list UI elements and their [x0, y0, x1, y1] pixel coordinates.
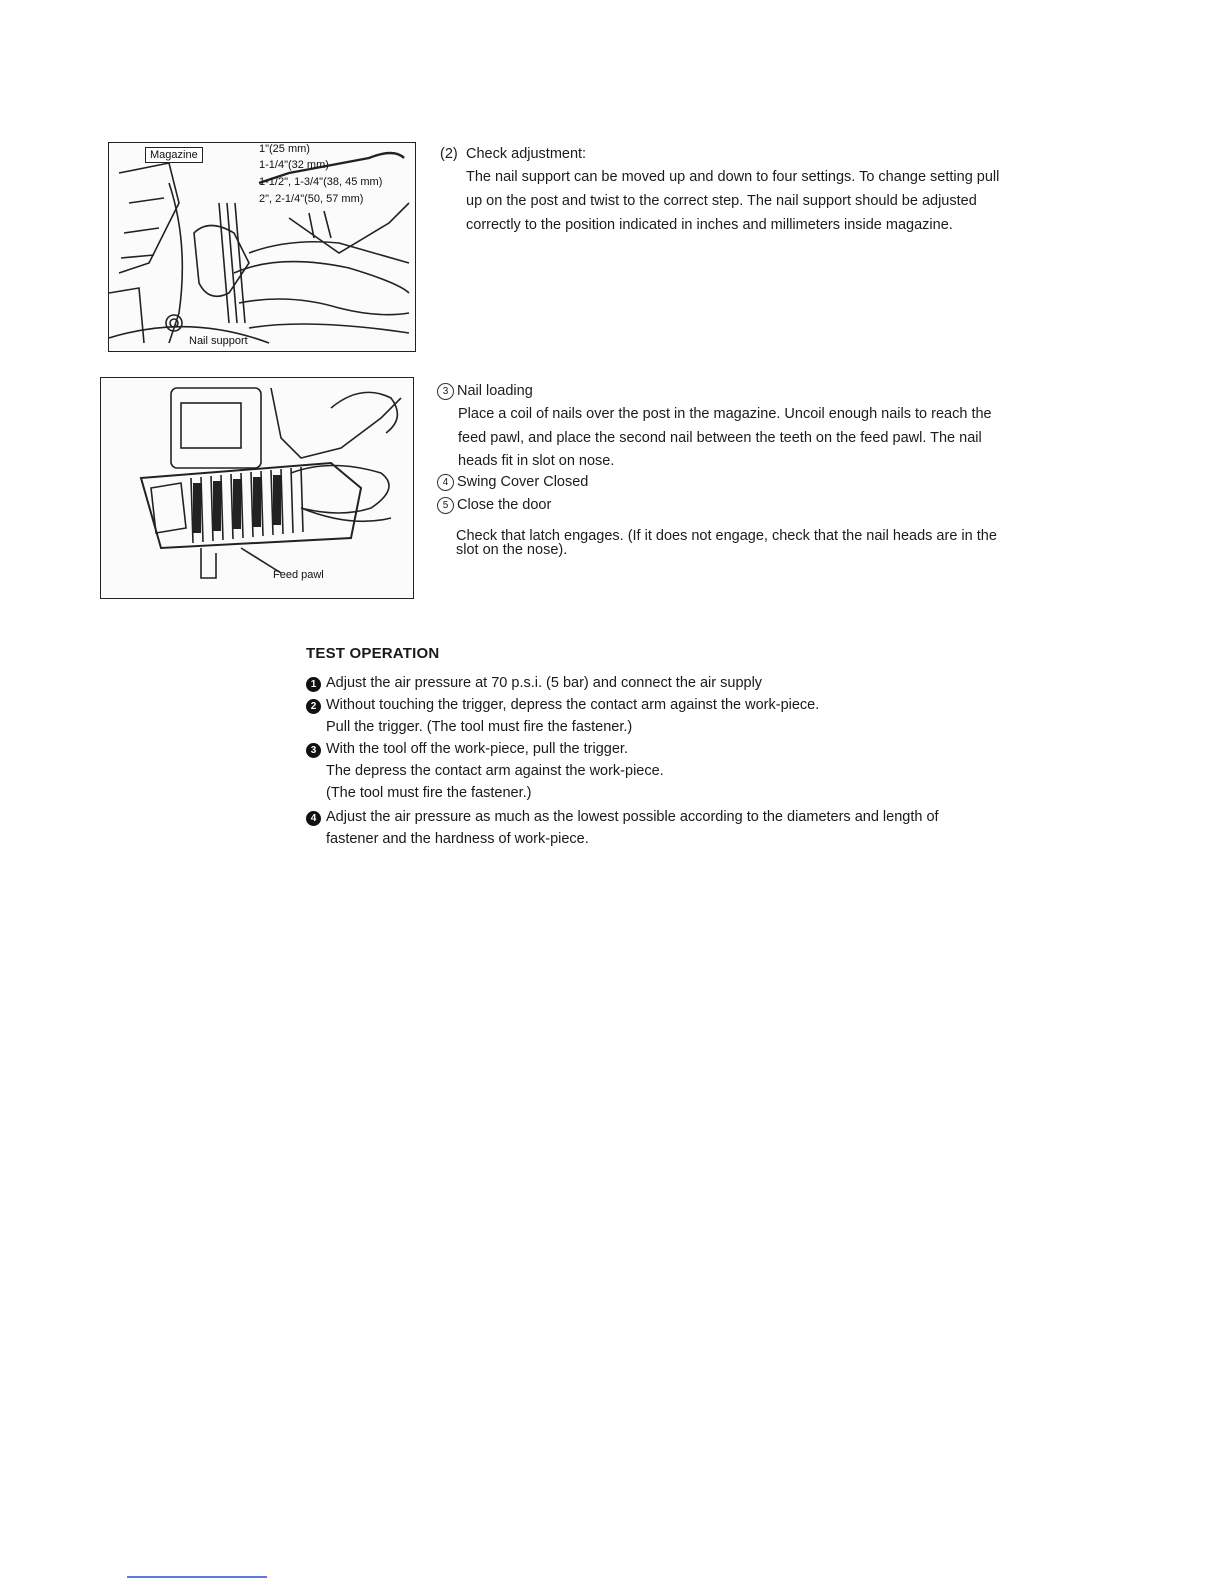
- setting-3: 1-1/2", 1-3/4"(38, 45 mm): [259, 176, 383, 188]
- section-2-title: Check adjustment:: [466, 146, 587, 162]
- feed-pawl-illustration: [101, 378, 413, 598]
- section-3-title: Nail loading: [457, 383, 533, 399]
- section-5-title: Close the door: [457, 497, 552, 513]
- test-step-1: [306, 672, 762, 695]
- section-5-line-2: slot on the nose).: [456, 542, 568, 558]
- nail-support-label: Nail support: [189, 335, 248, 347]
- figure-feed-pawl: [100, 377, 414, 599]
- step-3-line-2: The depress the contact arm against the work-piece.: [326, 763, 664, 779]
- step-2-line-2: Pull the trigger. (The tool must fire the fastener.): [326, 719, 633, 735]
- step-4-bullet: 4: [306, 811, 321, 826]
- test-step-4: [306, 806, 939, 829]
- step-1-line-1: Adjust the air pressure at 70 p.s.i. (5 bar) and connect the air supply: [326, 675, 763, 691]
- step-4-line-1: Adjust the air pressure as much as the lowest possible according to the diameters and length of: [326, 809, 939, 825]
- step-4-line-2: fastener and the hardness of work-piece.: [326, 831, 589, 847]
- step-2-bullet: 2: [306, 699, 321, 714]
- test-step-2: [306, 694, 819, 717]
- section-4-title: Swing Cover Closed: [457, 474, 589, 490]
- section-3-heading: [437, 380, 533, 403]
- section-3-number: 3: [437, 383, 454, 400]
- step-3-bullet: 3: [306, 743, 321, 758]
- section-2-line-3: correctly to the position indicated in inches and millimeters inside magazine.: [466, 217, 953, 233]
- setting-4: 2", 2-1/4"(50, 57 mm): [259, 193, 364, 205]
- test-operation-heading: TEST OPERATION: [306, 645, 440, 662]
- scan-edge-line: [127, 1576, 267, 1578]
- magazine-label: Magazine: [145, 147, 203, 163]
- feed-pawl-label: Feed pawl: [273, 569, 324, 581]
- test-step-3: [306, 738, 628, 761]
- section-4-number: 4: [437, 474, 454, 491]
- section-2-line-2: up on the post and twist to the correct step. The nail support should be adjusted: [466, 193, 977, 209]
- step-1-bullet: 1: [306, 677, 321, 692]
- step-3-line-3: (The tool must fire the fastener.): [326, 785, 532, 801]
- nail-support-illustration: [109, 143, 415, 351]
- step-2-line-1: Without touching the trigger, depress the contact arm against the work-piece.: [326, 697, 820, 713]
- setting-2: 1-1/4"(32 mm): [259, 159, 329, 171]
- section-5-heading: [437, 494, 551, 517]
- section-3-line-3: heads fit in slot on nose.: [458, 453, 615, 469]
- section-5-number: 5: [437, 497, 454, 514]
- section-3-line-1: Place a coil of nails over the post in the magazine. Uncoil enough nails to reach the: [458, 406, 992, 422]
- step-3-line-1: With the tool off the work-piece, pull the trigger.: [326, 741, 628, 757]
- setting-1: 1"(25 mm): [259, 143, 310, 155]
- section-4-heading: [437, 471, 588, 494]
- section-3-line-2: feed pawl, and place the second nail between the teeth on the feed pawl. The nail: [458, 430, 982, 446]
- section-2-number: (2): [440, 146, 458, 162]
- section-5-line-1: Check that latch engages. (If it does not engage, check that the nail heads are in the: [456, 528, 997, 544]
- section-2-line-1: The nail support can be moved up and down to four settings. To change setting pull: [466, 169, 1000, 185]
- figure-nail-support: [108, 142, 416, 352]
